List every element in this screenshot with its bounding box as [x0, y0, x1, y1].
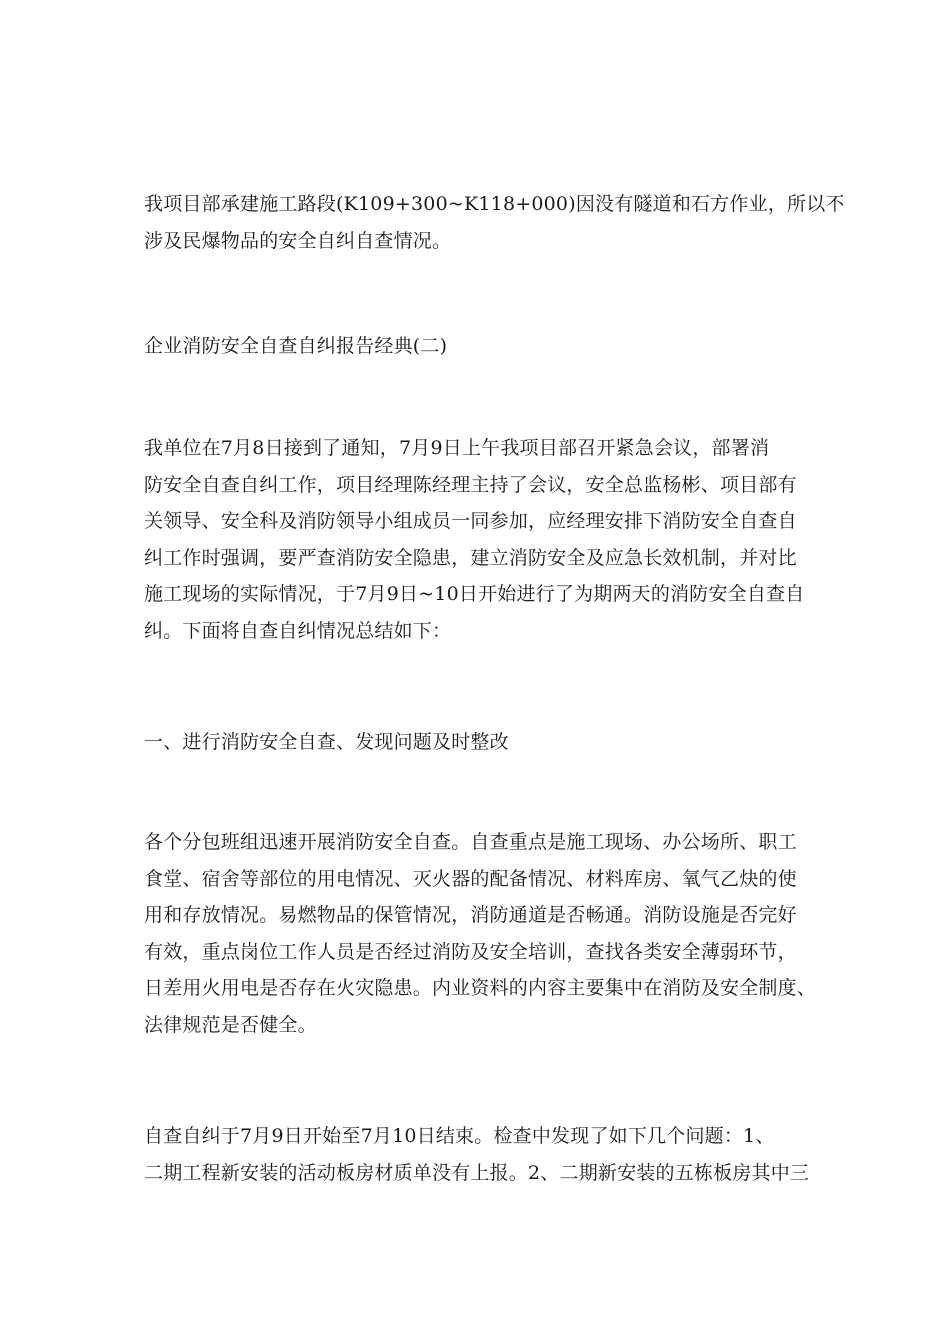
text-line: 法律规范是否健全。	[144, 1013, 317, 1036]
text-line: 涉及民爆物品的安全自纠自查情况。	[144, 229, 452, 252]
paragraph-self-inspection	[144, 824, 816, 1043]
paragraph-findings	[144, 1118, 816, 1191]
text-line: 施工现场的实际情况，于7月9日~10日开始进行了为期两天的消防安全自查自	[144, 583, 805, 605]
text-line: 各个分包班组迅速开展消防安全自查。自查重点是施工现场、办公场所、职工	[144, 831, 797, 853]
text-line: 自查自纠于7月9日开始至7月10日结束。检查中发现了如下几个问题：1、	[144, 1125, 775, 1147]
text-line: 关领导、安全科及消防领导小组成员一同参加，应经理安排下消防安全自查自	[144, 510, 797, 532]
text-line: 我单位在7月8日接到了通知，7月9日上午我项目部召开紧急会议，部署消	[144, 437, 770, 459]
section-title	[144, 328, 816, 365]
text-line: 防安全自查自纠工作，项目经理陈经理主持了会议，安全总监杨彬、项目部有	[144, 473, 797, 496]
text-line: 一、进行消防安全自查、发现问题及时整改	[144, 731, 509, 753]
text-line: 我项目部承建施工路段(K109+300~K118+000)因没有隧道和石方作业，所以不	[144, 193, 845, 215]
text-line: 纠工作时强调，要严查消防安全隐患，建立消防安全及应急长效机制，并对比	[144, 546, 797, 569]
text-line: 二期工程新安装的活动板房材质单没有上报。2、二期新安装的五栋板房其中三	[144, 1161, 810, 1184]
section-heading-1	[144, 724, 816, 761]
paragraph-explosives-note	[144, 186, 845, 259]
text-line: 食堂、宿舍等部位的用电情况、灭火器的配备情况、材料库房、氧气乙炔的使	[144, 867, 797, 890]
text-line: 用和存放情况。易燃物品的保管情况，消防通道是否畅通。消防设施是否完好	[144, 904, 797, 926]
paragraph-intro	[144, 430, 816, 649]
text-line: 日差用火用电是否存在火灾隐患。内业资料的内容主要集中在消防及安全制度、	[144, 977, 817, 999]
text-line: 有效，重点岗位工作人员是否经过消防及安全培训，查找各类安全薄弱环节，	[144, 940, 797, 963]
text-line: 企业消防安全自查自纠报告经典(二)	[144, 335, 448, 357]
text-line: 纠。下面将自查自纠情况总结如下：	[144, 619, 452, 642]
